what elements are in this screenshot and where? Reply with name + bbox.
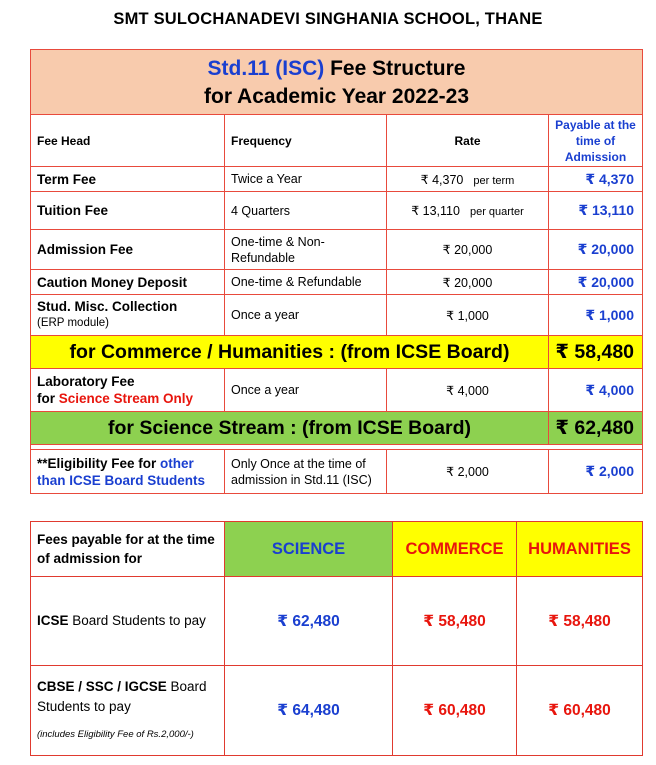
table-heading [31, 50, 643, 115]
summary-header-row [31, 522, 643, 577]
fee-frequency: Twice a Year [225, 167, 387, 192]
summary-row-label [31, 577, 225, 666]
fee-payable: ₹ 4,370 [549, 167, 643, 192]
heading-fee-structure: Fee Structure [324, 57, 466, 80]
science-total-amount: ₹ 62,480 [549, 412, 643, 445]
col-fee-head: Fee Head [31, 115, 225, 167]
fee-row-eligibility [31, 450, 643, 494]
summary-humanities-value: ₹ 60,480 [517, 666, 643, 756]
fee-rate [387, 167, 549, 192]
fee-payable: ₹ 4,000 [549, 369, 643, 412]
summary-col-commerce: COMMERCE [393, 522, 517, 577]
fee-rate [387, 192, 549, 230]
fee-rate: ₹ 4,000 [387, 369, 549, 412]
summary-row-label [31, 666, 225, 756]
fee-head: Tuition Fee [31, 192, 225, 230]
lab-head-main: Laboratory Fee [37, 374, 135, 389]
fee-payable: ₹ 2,000 [549, 450, 643, 494]
fee-rate: ₹ 20,000 [387, 270, 549, 295]
summary-col-humanities: HUMANITIES [517, 522, 643, 577]
fee-row-misc [31, 295, 643, 336]
fee-frequency: Only Once at the time of admission in Std.11 (ISC) [225, 450, 387, 494]
fee-frequency: Once a year [225, 369, 387, 412]
fee-head: Term Fee [31, 167, 225, 192]
summary-row-board: ICSE [37, 613, 69, 628]
fee-head [31, 295, 225, 336]
fee-payable: ₹ 20,000 [549, 270, 643, 295]
summary-humanities-value: ₹ 58,480 [517, 577, 643, 666]
fee-payable: ₹ 20,000 [549, 230, 643, 270]
fee-row-tuition [31, 192, 643, 230]
fee-head: Caution Money Deposit [31, 270, 225, 295]
science-total-label: for Science Stream : (from ICSE Board) [31, 412, 549, 445]
fee-head [31, 369, 225, 412]
fee-row-term [31, 167, 643, 192]
table-heading-row [31, 50, 643, 115]
fee-payable: ₹ 13,110 [549, 192, 643, 230]
fee-rate: ₹ 2,000 [387, 450, 549, 494]
fee-row-admission [31, 230, 643, 270]
fee-head-main: Stud. Misc. Collection [37, 299, 178, 314]
fee-frequency: One-time & Refundable [225, 270, 387, 295]
heading-academic-year: for Academic Year 2022-23 [204, 85, 470, 108]
column-header-row [31, 115, 643, 167]
rate-unit: per quarter [469, 206, 524, 218]
school-name: SMT SULOCHANADEVI SINGHANIA SCHOOL, THANE [113, 10, 543, 28]
summary-row-other-boards [31, 666, 643, 756]
elig-head-than-icse: than ICSE Board Students [37, 472, 206, 488]
commerce-total-row [31, 336, 643, 369]
commerce-total-label: for Commerce / Humanities : (from ICSE Board) [31, 336, 549, 369]
lab-head-prefix: for [37, 391, 59, 406]
summary-row-icse [31, 577, 643, 666]
summary-row-rest: Board Students to pay [68, 613, 206, 628]
summary-science-value: ₹ 62,480 [225, 577, 393, 666]
fee-rate: ₹ 20,000 [387, 230, 549, 270]
summary-table [30, 521, 643, 756]
science-total-row [31, 412, 643, 445]
fee-row-lab [31, 369, 643, 412]
summary-commerce-value: ₹ 60,480 [393, 666, 517, 756]
fee-head-sub: (ERP module) [37, 317, 110, 329]
lab-head-science-only: Science Stream Only [58, 391, 194, 406]
summary-row-rest: Board Students to pay [37, 678, 207, 714]
fee-rate: ₹ 1,000 [387, 295, 549, 336]
fee-structure-table [30, 49, 643, 494]
fee-head [31, 450, 225, 494]
summary-col-science: SCIENCE [225, 522, 393, 577]
col-frequency: Frequency [225, 115, 387, 167]
col-rate: Rate [387, 115, 549, 167]
rate-unit: per term [473, 174, 515, 187]
fee-head: Admission Fee [31, 230, 225, 270]
rate-value: ₹ 4,370 [420, 172, 464, 187]
summary-row-note: (includes Eligibility Fee of Rs.2,000/-) [37, 728, 194, 740]
summary-header-label: Fees payable for at the time of admission for [31, 522, 225, 577]
col-payable: Payable at the time of Admission [549, 115, 643, 167]
fee-payable: ₹ 1,000 [549, 295, 643, 336]
fee-frequency: 4 Quarters [225, 192, 387, 230]
elig-head-prefix: **Eligibility Fee for [37, 455, 161, 471]
summary-row-board: CBSE / SSC / IGCSE [37, 678, 167, 694]
rate-value: ₹ 13,110 [411, 204, 460, 218]
commerce-total-amount: ₹ 58,480 [549, 336, 643, 369]
heading-std: Std.11 (ISC) [207, 57, 325, 80]
elig-head-other: other [160, 455, 194, 471]
summary-science-value: ₹ 64,480 [225, 666, 393, 756]
fee-frequency: One-time & Non-Refundable [225, 230, 387, 270]
summary-commerce-value: ₹ 58,480 [393, 577, 517, 666]
fee-frequency: Once a year [225, 295, 387, 336]
fee-row-caution [31, 270, 643, 295]
